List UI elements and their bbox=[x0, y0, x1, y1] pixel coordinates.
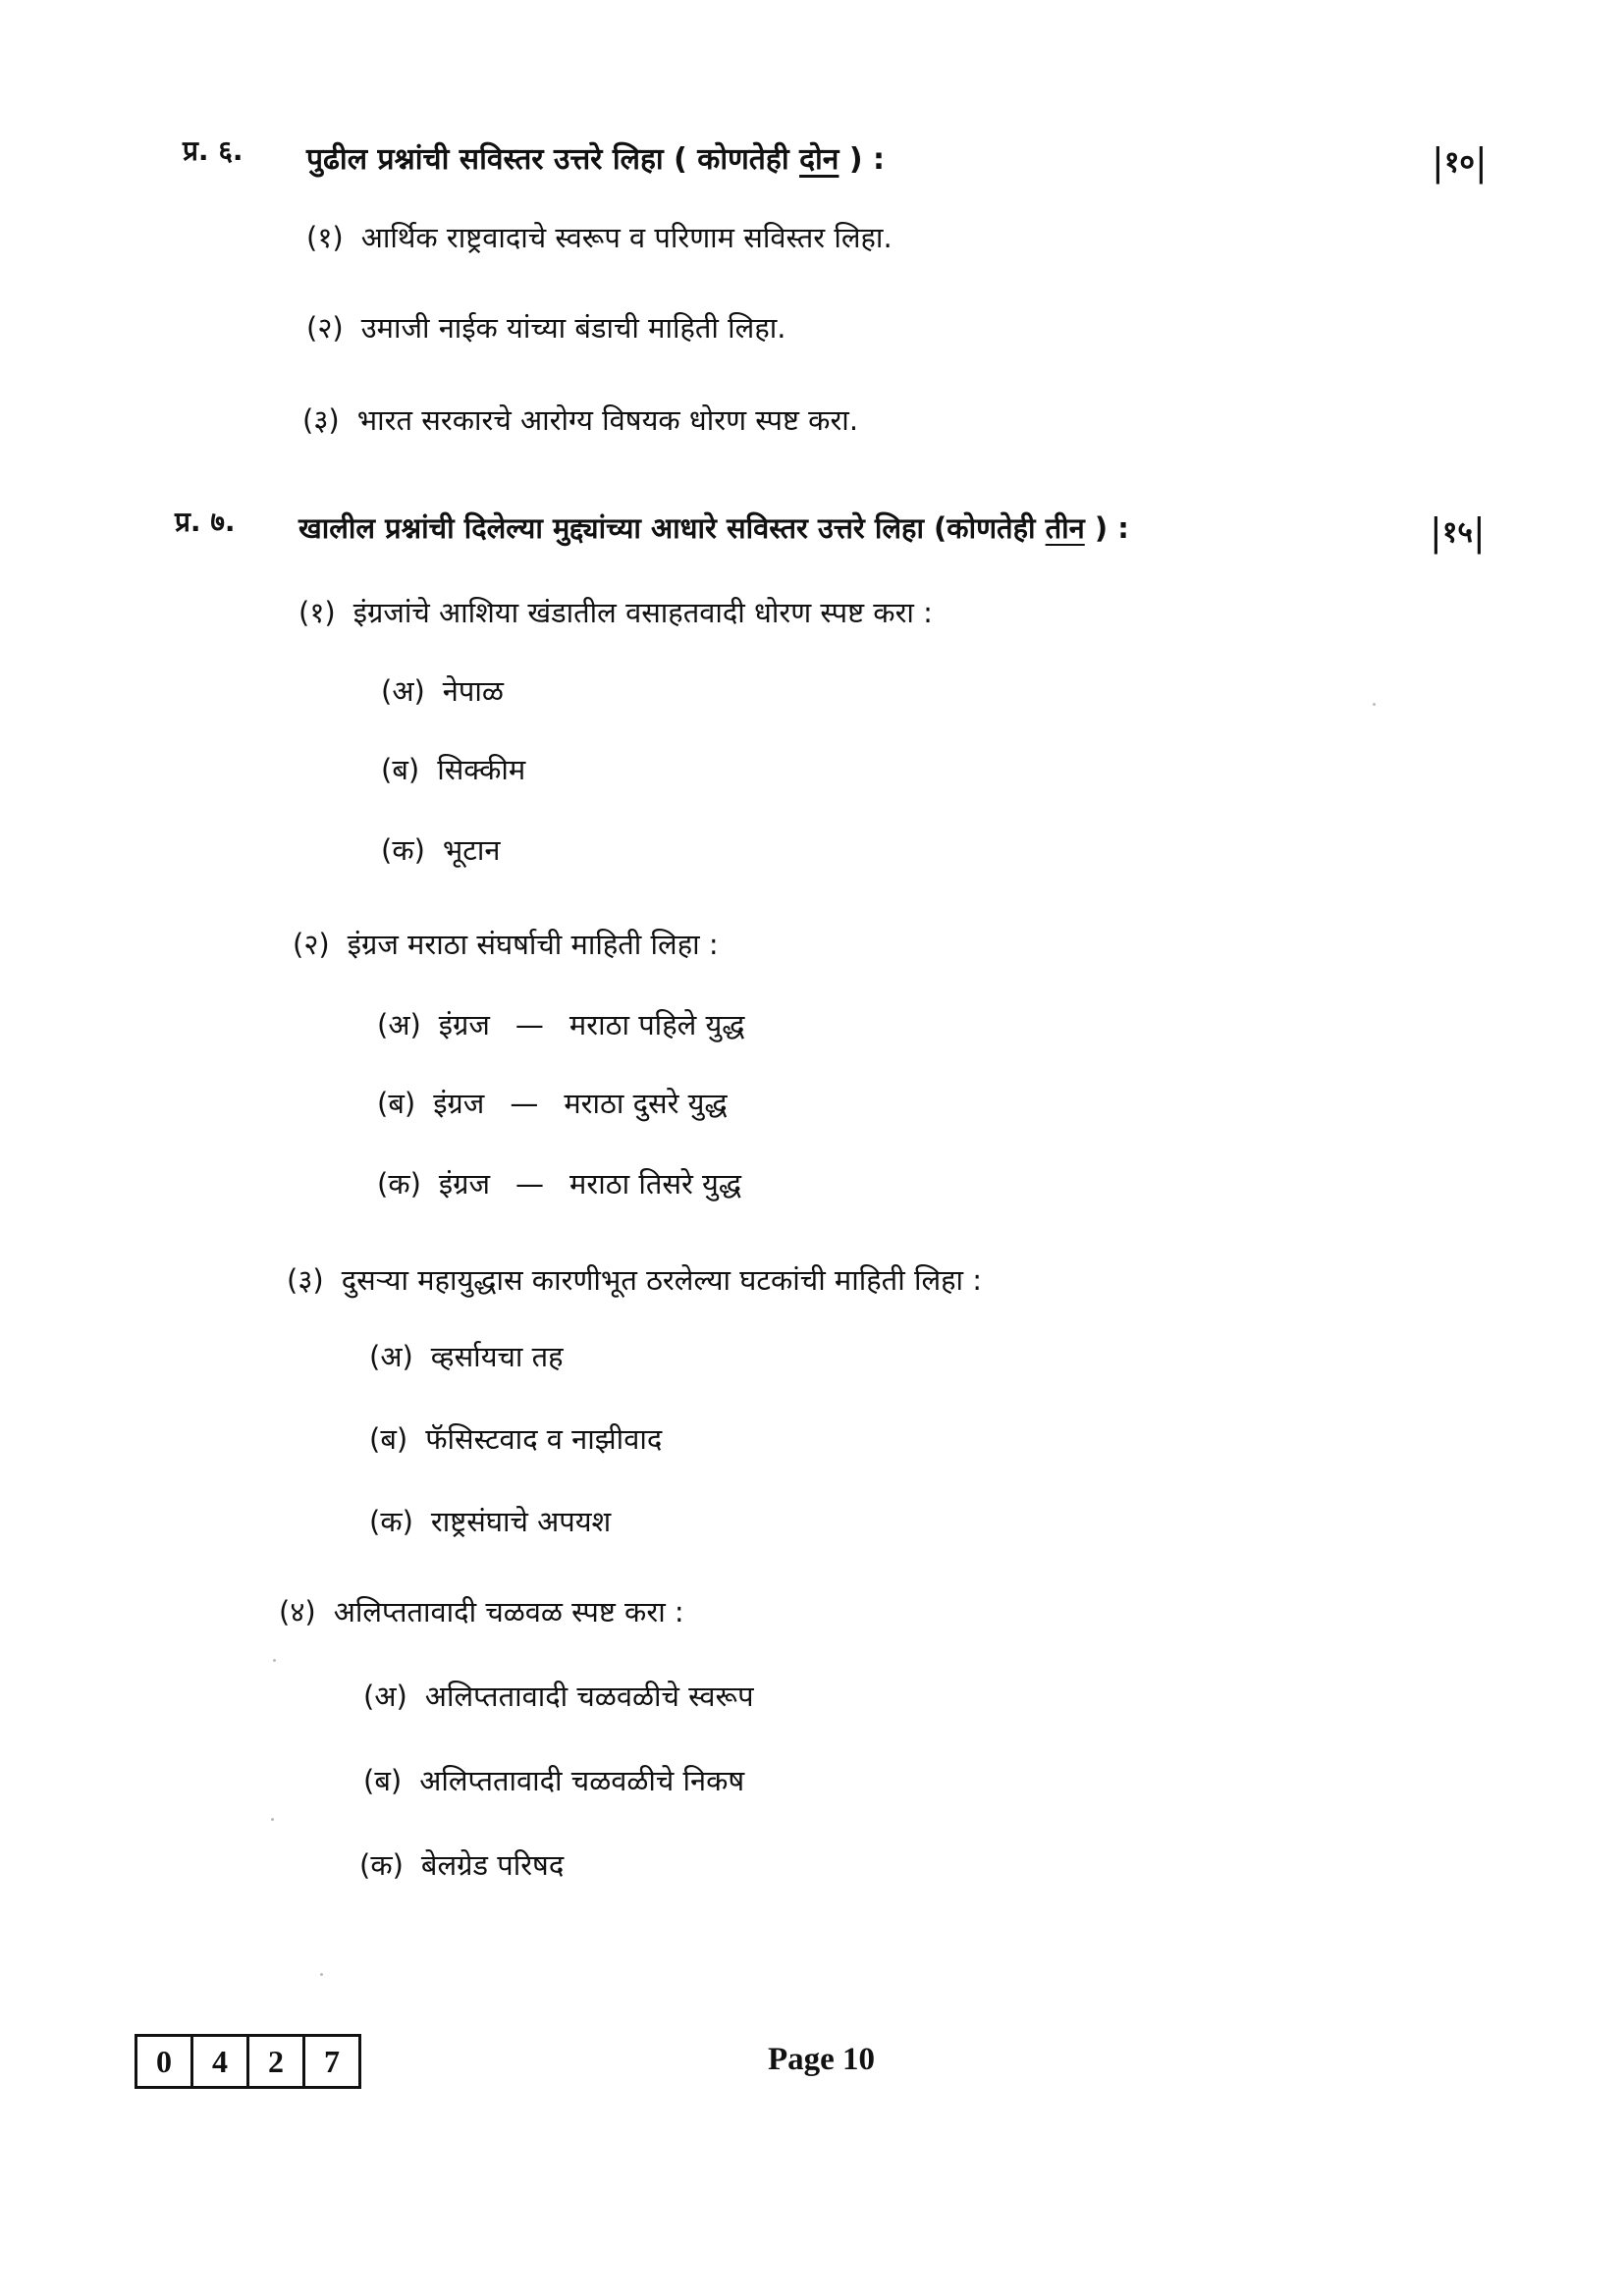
page-number: Page 10 bbox=[768, 2042, 876, 2077]
sub-item-right: मराठा पहिले युद्ध bbox=[568, 1008, 745, 1041]
sub-item bbox=[363, 1677, 754, 1715]
paper-code-digit: 4 bbox=[193, 2037, 249, 2086]
sub-item-label: (ब) bbox=[363, 1764, 403, 1797]
sub-item-left: इंग्रज bbox=[433, 1087, 485, 1120]
item-label: (२) bbox=[293, 928, 330, 961]
scan-speck bbox=[271, 1818, 274, 1821]
sub-item-label: (क) bbox=[377, 1167, 421, 1201]
question-6-heading-text: पुढील प्रश्नांची सविस्तर उत्तरे लिहा ( कोणतेही bbox=[306, 142, 789, 177]
sub-item-text: व्हर्सायचा तह bbox=[430, 1340, 564, 1373]
sub-item bbox=[381, 750, 525, 788]
sub-item-label: (ब) bbox=[377, 1087, 416, 1120]
paper-code-digit: 7 bbox=[324, 2043, 340, 2079]
sub-item-right: मराठा दुसरे युद्ध bbox=[564, 1087, 728, 1120]
question-6-heading bbox=[306, 137, 885, 178]
sub-item bbox=[369, 1502, 611, 1540]
question-7-choice-count: तीन bbox=[1045, 511, 1085, 545]
sub-item-label: (क) bbox=[381, 833, 425, 867]
sub-item-label: (अ) bbox=[363, 1680, 407, 1713]
scan-speck bbox=[320, 1973, 323, 1976]
sub-item bbox=[377, 1005, 744, 1043]
item-text: उमाजी नाईक यांच्या बंडाची माहिती लिहा. bbox=[360, 311, 786, 345]
sub-item-right: मराठा तिसरे युद्ध bbox=[569, 1167, 742, 1201]
sub-item-label: (अ) bbox=[377, 1008, 421, 1041]
question-7-marks: |१५| bbox=[1430, 510, 1486, 554]
sub-item-label: (अ) bbox=[381, 674, 425, 708]
question-7-heading-text: खालील प्रश्नांची दिलेल्या मुद्द्यांच्या आधारे सविस्तर उत्तरे लिहा (कोणतेही bbox=[298, 511, 1036, 545]
sub-item-label: (अ) bbox=[369, 1340, 413, 1373]
question-7-number: प्र. ७. bbox=[175, 506, 236, 538]
paper-code-digit: 0 bbox=[137, 2037, 193, 2086]
sub-item bbox=[359, 1845, 564, 1884]
paper-code-digit: 2 bbox=[249, 2037, 305, 2086]
item-label: (२) bbox=[306, 311, 344, 345]
sub-item-dash: — bbox=[514, 1008, 544, 1041]
item-label: (१) bbox=[298, 596, 336, 629]
item-label: (३) bbox=[287, 1263, 324, 1297]
question-6-marks: |१०| bbox=[1432, 140, 1488, 184]
sub-item-text: सिक्कीम bbox=[437, 753, 526, 786]
item-text: इंग्रजांचे आशिया खंडातील वसाहतवादी धोरण स्पष्ट करा : bbox=[352, 596, 933, 629]
question-7-heading bbox=[298, 508, 1129, 547]
sub-item-text: अलिप्ततावादी चळवळीचे स्वरूप bbox=[424, 1680, 754, 1713]
sub-item-text: नेपाळ bbox=[442, 674, 504, 708]
sub-item bbox=[381, 830, 501, 869]
item-label: (३) bbox=[302, 403, 340, 437]
sub-item-left: इंग्रज bbox=[438, 1167, 491, 1201]
question-6-item bbox=[306, 218, 893, 256]
sub-item-label: (ब) bbox=[369, 1422, 408, 1456]
sub-item bbox=[369, 1419, 662, 1458]
item-label: (४) bbox=[279, 1595, 316, 1629]
sub-item-text: बेलग्रेड परिषद bbox=[420, 1848, 565, 1882]
sub-item-left: इंग्रज bbox=[438, 1008, 490, 1041]
item-text: भारत सरकारचे आरोग्य विषयक धोरण स्पष्ट करा. bbox=[356, 403, 859, 437]
question-6-item bbox=[302, 400, 858, 439]
sub-item bbox=[363, 1761, 744, 1799]
question-6-marks-value: १० bbox=[1443, 145, 1476, 180]
question-7-item bbox=[279, 1592, 684, 1630]
question-7-item bbox=[287, 1260, 982, 1299]
question-7-item bbox=[298, 593, 933, 631]
sub-item-text: राष्ट्रसंघाचे अपयश bbox=[430, 1505, 612, 1538]
item-text: आर्थिक राष्ट्रवादाचे स्वरूप व परिणाम सविस्तर लिहा. bbox=[360, 221, 893, 254]
sub-item bbox=[369, 1337, 564, 1375]
question-6-item bbox=[306, 308, 785, 347]
question-7-item bbox=[293, 925, 719, 963]
sub-item-dash: — bbox=[510, 1087, 539, 1120]
question-7-heading-end: ) : bbox=[1094, 511, 1129, 545]
scan-speck bbox=[273, 1659, 276, 1662]
sub-item-text: फॅसिस्टवाद व नाझीवाद bbox=[425, 1422, 663, 1456]
sub-item-label: (क) bbox=[369, 1505, 413, 1538]
question-6-number: प्र. ६. bbox=[183, 134, 244, 167]
item-text: इंग्रज मराठा संघर्षाची माहिती लिहा : bbox=[347, 928, 719, 961]
sub-item bbox=[377, 1084, 728, 1122]
item-text: अलिप्ततावादी चळवळ स्पष्ट करा : bbox=[333, 1595, 684, 1629]
question-6-heading-end: ) : bbox=[848, 142, 886, 177]
item-text: दुसऱ्या महायुद्धास कारणीभूत ठरलेल्या घटकांची माहिती लिहा : bbox=[341, 1263, 983, 1297]
item-label: (१) bbox=[306, 221, 344, 254]
paper-code-box bbox=[135, 2034, 361, 2089]
question-7-marks-value: १५ bbox=[1441, 515, 1474, 550]
sub-item-label: (ब) bbox=[381, 753, 420, 786]
sub-item bbox=[381, 671, 504, 710]
sub-item-text: भूटान bbox=[442, 833, 501, 867]
sub-item-label: (क) bbox=[359, 1848, 404, 1882]
scan-speck bbox=[1373, 703, 1376, 706]
sub-item-dash: — bbox=[515, 1167, 545, 1201]
question-6-choice-count: दोन bbox=[799, 142, 839, 177]
sub-item-text: अलिप्ततावादी चळवळीचे निकष bbox=[419, 1764, 745, 1797]
sub-item bbox=[377, 1164, 741, 1202]
